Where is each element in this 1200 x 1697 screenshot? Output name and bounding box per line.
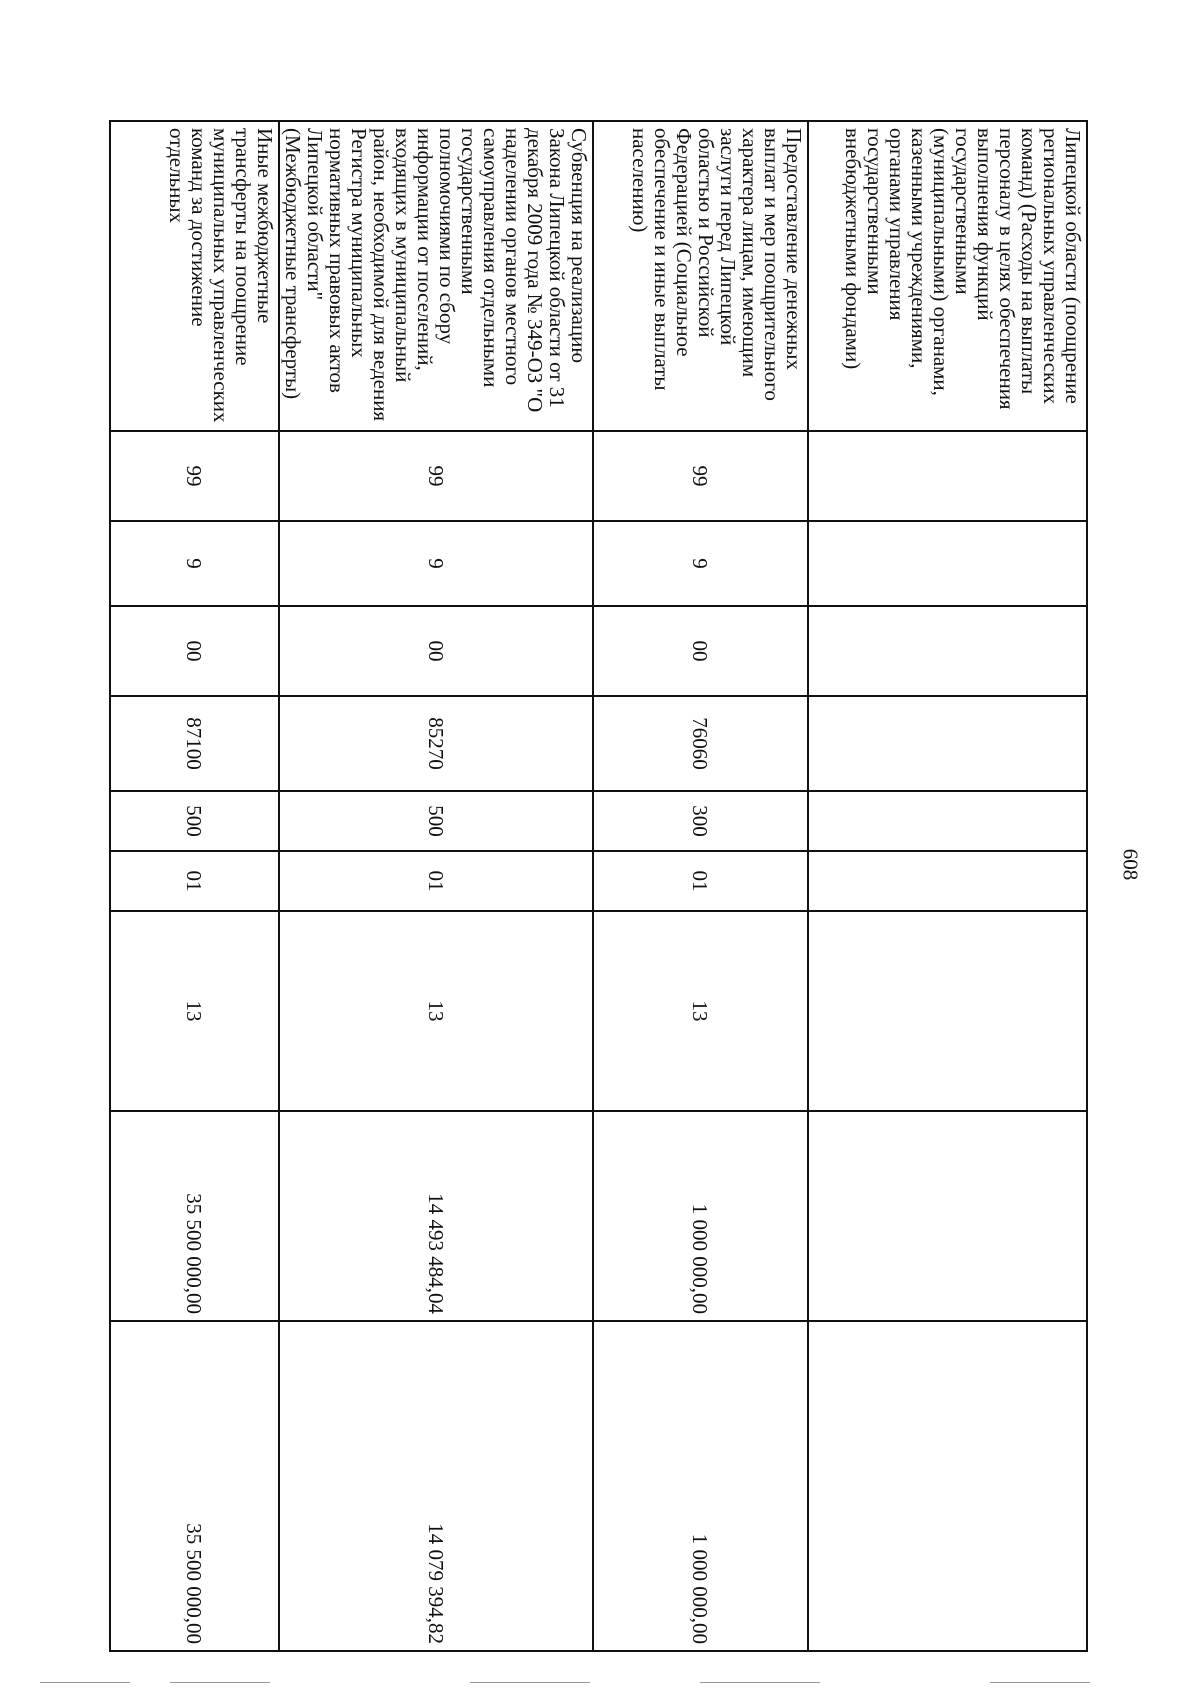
event-code: 00 (279, 606, 593, 696)
direction-code: 76060 (593, 696, 808, 791)
scan-artifact (990, 1682, 1090, 1686)
amount-year-2: 35 500 000,00 (110, 1321, 279, 1651)
subsection-code (808, 911, 1087, 1111)
scan-artifact (700, 1682, 820, 1686)
subprogram-code: 9 (110, 521, 279, 606)
section-code: 01 (279, 851, 593, 911)
expense-type-code: 300 (593, 791, 808, 851)
rotated-page-content (128, 120, 1088, 1650)
table-row (593, 121, 808, 1651)
expense-type-code: 500 (110, 791, 279, 851)
section-code (808, 851, 1087, 911)
table-row (110, 121, 279, 1651)
table-row (279, 121, 593, 1651)
subprogram-code: 9 (593, 521, 808, 606)
budget-table (109, 120, 1088, 1652)
scan-artifact (40, 1682, 130, 1686)
table-row (808, 121, 1087, 1651)
subsection-code: 13 (279, 911, 593, 1111)
subsection-code: 13 (593, 911, 808, 1111)
section-code: 01 (110, 851, 279, 911)
amount-year-1: 1 000 000,00 (593, 1111, 808, 1321)
subprogram-code: 9 (279, 521, 593, 606)
amount-year-1: 14 493 484,04 (279, 1111, 593, 1321)
subsection-code: 13 (110, 911, 279, 1111)
program-code (808, 431, 1087, 521)
scan-artifact (170, 1682, 270, 1686)
amount-year-2: 14 079 394,82 (279, 1321, 593, 1651)
scan-artifact (470, 1682, 590, 1686)
program-code: 99 (110, 431, 279, 521)
row-description: Иные межбюджетные трансферты на поощрение муниципальных управленческих команд за достижение отдельных (110, 121, 279, 431)
direction-code: 87100 (110, 696, 279, 791)
amount-year-1: 35 500 000,00 (110, 1111, 279, 1321)
event-code: 00 (593, 606, 808, 696)
direction-code: 85270 (279, 696, 593, 791)
expense-type-code (808, 791, 1087, 851)
amount-year-2: 1 000 000,00 (593, 1321, 808, 1651)
program-code: 99 (279, 431, 593, 521)
expense-type-code: 500 (279, 791, 593, 851)
event-code: 00 (110, 606, 279, 696)
event-code (808, 606, 1087, 696)
row-description: Липецкой области (поощрение региональных управленческих команд) (Расходы на выплаты персоналу в целях обеспечения выполнения функций государственными (муниципальными) органами, казенными учреждениями, органами управления государственными внебюджетными фондами) (808, 121, 1087, 431)
amount-year-1 (808, 1111, 1087, 1321)
direction-code (808, 696, 1087, 791)
page-number: 608 (1118, 848, 1143, 881)
section-code: 01 (593, 851, 808, 911)
subprogram-code (808, 521, 1087, 606)
program-code: 99 (593, 431, 808, 521)
amount-year-2 (808, 1321, 1087, 1651)
row-description: Субвенция на реализацию Закона Липецкой области от 31 декабря 2009 года № 349-ОЗ "О наделении органов местного самоуправления отдельными государственными полномочиями по сбору информации от поселений, входящих в муниципальный район, необходимой для ведения Регистра муниципальных нормативных правовых актов Липецкой области" (Межбюджетные трансферты) (279, 121, 593, 431)
row-description: Предоставление денежных выплат и мер поощрительного характера лицам, имеющим заслуги перед Липецкой областью и Российской Федерацией (Социальное обеспечение и иные выплаты населению) (593, 121, 808, 431)
